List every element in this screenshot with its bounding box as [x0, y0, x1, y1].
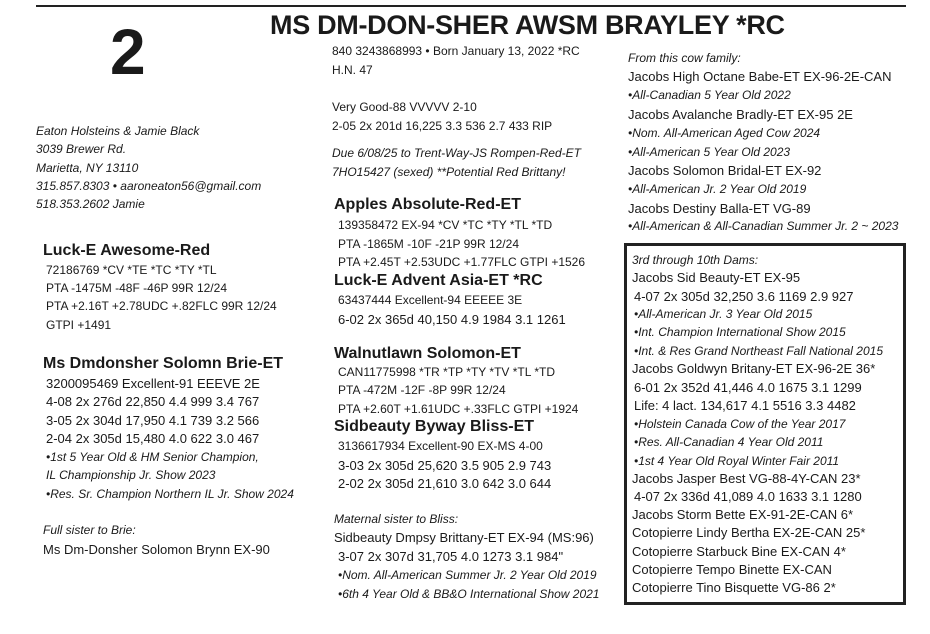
dam-entry: Jacobs Jasper Best VG-88-4Y-CAN 23* — [632, 471, 861, 486]
id-line: 840 3243868993 • Born January 13, 2022 *RC — [332, 44, 580, 58]
dam-entry: •Int. & Res Grand Northeast Fall National 2015 — [634, 344, 883, 358]
dam-entry: Jacobs Goldwyn Britany-ET EX-96-2E 36* — [632, 361, 876, 376]
mgs2-line: PTA +2.60T +1.61UDC +.33FLC GTPI +1924 — [338, 402, 579, 416]
page-title: MS DM-DON-SHER AWSM BRAYLEY *RC — [270, 10, 785, 40]
dam-entry: 4-07 2x 336d 41,089 4.0 1633 3.1 1280 — [634, 489, 862, 504]
cow-family-entry: •All-American & All-Canadian Summer Jr. 2 ~ 2023 — [628, 219, 899, 233]
dams-box-label: 3rd through 10th Dams: — [632, 253, 759, 267]
cow-family-entry: Jacobs Avalanche Bradly-ET EX-95 2E — [628, 107, 853, 122]
sire-line: PTA +2.16T +2.78UDC +.82FLC 99R 12/24 — [46, 299, 277, 313]
mgs-line: PTA +2.45T +2.53UDC +1.77FLC GTPI +1526 — [338, 255, 586, 269]
mgs-line: PTA -1865M -10F -21P 99R 12/24 — [338, 237, 519, 251]
dam-entry: •Int. Champion International Show 2015 — [634, 325, 846, 339]
sire-line: GTPI +1491 — [46, 318, 112, 332]
dam-entry: Cotopierre Tino Bisquette VG-86 2* — [632, 580, 836, 595]
dam-name: Ms Dmdonsher Solomn Brie-ET — [43, 355, 284, 372]
cow-family-label: From this cow family: — [628, 51, 741, 65]
mgs2-name: Walnutlawn Solomon-ET — [334, 345, 521, 362]
mgs2-line: CAN11775998 *TR *TP *TY *TV *TL *TD — [338, 365, 555, 379]
maternal-sister-note: •Nom. All-American Summer Jr. 2 Year Old 2019 — [338, 568, 597, 582]
consignor-contact: 315.857.8303 • aaroneaton56@gmail.com — [36, 179, 262, 193]
cow-family-entry: •All-American 5 Year Old 2023 — [628, 145, 791, 159]
maternal-sister-note: •6th 4 Year Old & BB&O International Show 2021 — [338, 587, 600, 601]
dam-line: 4-08 2x 276d 22,850 4.4 999 3.4 767 — [46, 394, 260, 409]
full-sister-name: Ms Dm-Donsher Solomon Brynn EX-90 — [43, 542, 270, 557]
cow-family-entry: Jacobs High Octane Babe-ET EX-96-2E-CAN — [628, 69, 892, 84]
cow-family-entry: •All-American Jr. 2 Year Old 2019 — [628, 182, 807, 196]
granddam-line: 3-03 2x 305d 25,620 3.5 905 2.9 743 — [338, 458, 552, 473]
dam-entry: Cotopierre Tempo Binette EX-CAN — [632, 562, 832, 577]
full-sister-label: Full sister to Brie: — [43, 523, 136, 537]
dam-note: IL Championship Jr. Show 2023 — [46, 468, 216, 482]
sire-dam-line: 6-02 2x 365d 40,150 4.9 1984 3.1 1261 — [338, 312, 566, 327]
mgs-name: Apples Absolute-Red-ET — [334, 196, 521, 213]
dam-line: 2-04 2x 305d 15,480 4.0 622 3.0 467 — [46, 431, 260, 446]
dam-entry: Jacobs Sid Beauty-ET EX-95 — [632, 270, 801, 285]
dam-entry: •Holstein Canada Cow of the Year 2017 — [634, 417, 846, 431]
top-rule — [36, 5, 906, 7]
consignor-street: 3039 Brewer Rd. — [36, 142, 127, 156]
granddam-line: 2-02 2x 305d 21,610 3.0 642 3.0 644 — [338, 476, 552, 491]
due-line: 7HO15427 (sexed) **Potential Red Brittany! — [332, 165, 566, 179]
maternal-sister-record: 3-07 2x 307d 31,705 4.0 1273 3.1 984" — [338, 549, 564, 564]
sire-dam-line: 63437444 Excellent-94 EEEEE 3E — [338, 293, 523, 307]
mgs2-line: PTA -472M -12F -8P 99R 12/24 — [338, 383, 506, 397]
dam-entry: 6-01 2x 352d 41,446 4.0 1675 3.1 1299 — [634, 380, 862, 395]
sire-name: Luck-E Awesome-Red — [43, 242, 211, 259]
herd-number: H.N. 47 — [332, 63, 373, 77]
classification: Very Good-88 VVVVV 2-10 — [332, 100, 477, 114]
dam-entry: Cotopierre Starbuck Bine EX-CAN 4* — [632, 544, 846, 559]
mgs-line: 139358472 EX-94 *CV *TC *TY *TL *TD — [338, 218, 553, 232]
dam-entry: Cotopierre Lindy Bertha EX-2E-CAN 25* — [632, 525, 866, 540]
dam-entry: 4-07 2x 305d 32,250 3.6 1169 2.9 927 — [634, 289, 854, 304]
consignor-phone2: 518.353.2602 Jamie — [36, 197, 145, 211]
cow-family-entry: Jacobs Solomon Bridal-ET EX-92 — [628, 163, 822, 178]
maternal-sister-name: Sidbeauty Dmpsy Brittany-ET EX-94 (MS:96) — [334, 530, 594, 545]
granddam-name: Sidbeauty Byway Bliss-ET — [334, 418, 535, 435]
sire-dam-name: Luck-E Advent Asia-ET *RC — [334, 272, 543, 289]
sire-line: PTA -1475M -48F -46P 99R 12/24 — [46, 281, 227, 295]
consignor-name: Eaton Holsteins & Jamie Black — [36, 124, 200, 138]
dam-line: 3-05 2x 304d 17,950 4.1 739 3.2 566 — [46, 413, 260, 428]
cow-family-entry: •Nom. All-American Aged Cow 2024 — [628, 126, 821, 140]
dam-line: 3200095469 Excellent-91 EEEVE 2E — [46, 376, 260, 391]
cow-family-entry: •All-Canadian 5 Year Old 2022 — [628, 88, 791, 102]
consignor-city: Marietta, NY 13110 — [36, 161, 139, 175]
maternal-sister-label: Maternal sister to Bliss: — [334, 512, 459, 526]
cow-family-entry: Jacobs Destiny Balla-ET VG-89 — [628, 201, 811, 216]
dam-entry: •Res. All-Canadian 4 Year Old 2011 — [634, 435, 824, 449]
dam-note: •1st 5 Year Old & HM Senior Champion, — [46, 450, 259, 464]
dam-note: •Res. Sr. Champion Northern IL Jr. Show 2024 — [46, 487, 294, 501]
lot-number: 2 — [110, 16, 146, 88]
due-line: Due 6/08/25 to Trent-Way-JS Rompen-Red-ET — [332, 146, 581, 160]
dam-entry: Jacobs Storm Bette EX-91-2E-CAN 6* — [632, 507, 854, 522]
dam-entry: •All-American Jr. 3 Year Old 2015 — [634, 307, 813, 321]
lactation-record: 2-05 2x 201d 16,225 3.3 536 2.7 433 RIP — [332, 119, 553, 133]
dam-entry: •1st 4 Year Old Royal Winter Fair 2011 — [634, 454, 840, 468]
dam-entry: Life: 4 lact. 134,617 4.1 5516 3.3 4482 — [634, 398, 856, 413]
sire-line: 72186769 *CV *TE *TC *TY *TL — [46, 263, 217, 277]
granddam-line: 3136617934 Excellent-90 EX-MS 4-00 — [338, 439, 543, 453]
